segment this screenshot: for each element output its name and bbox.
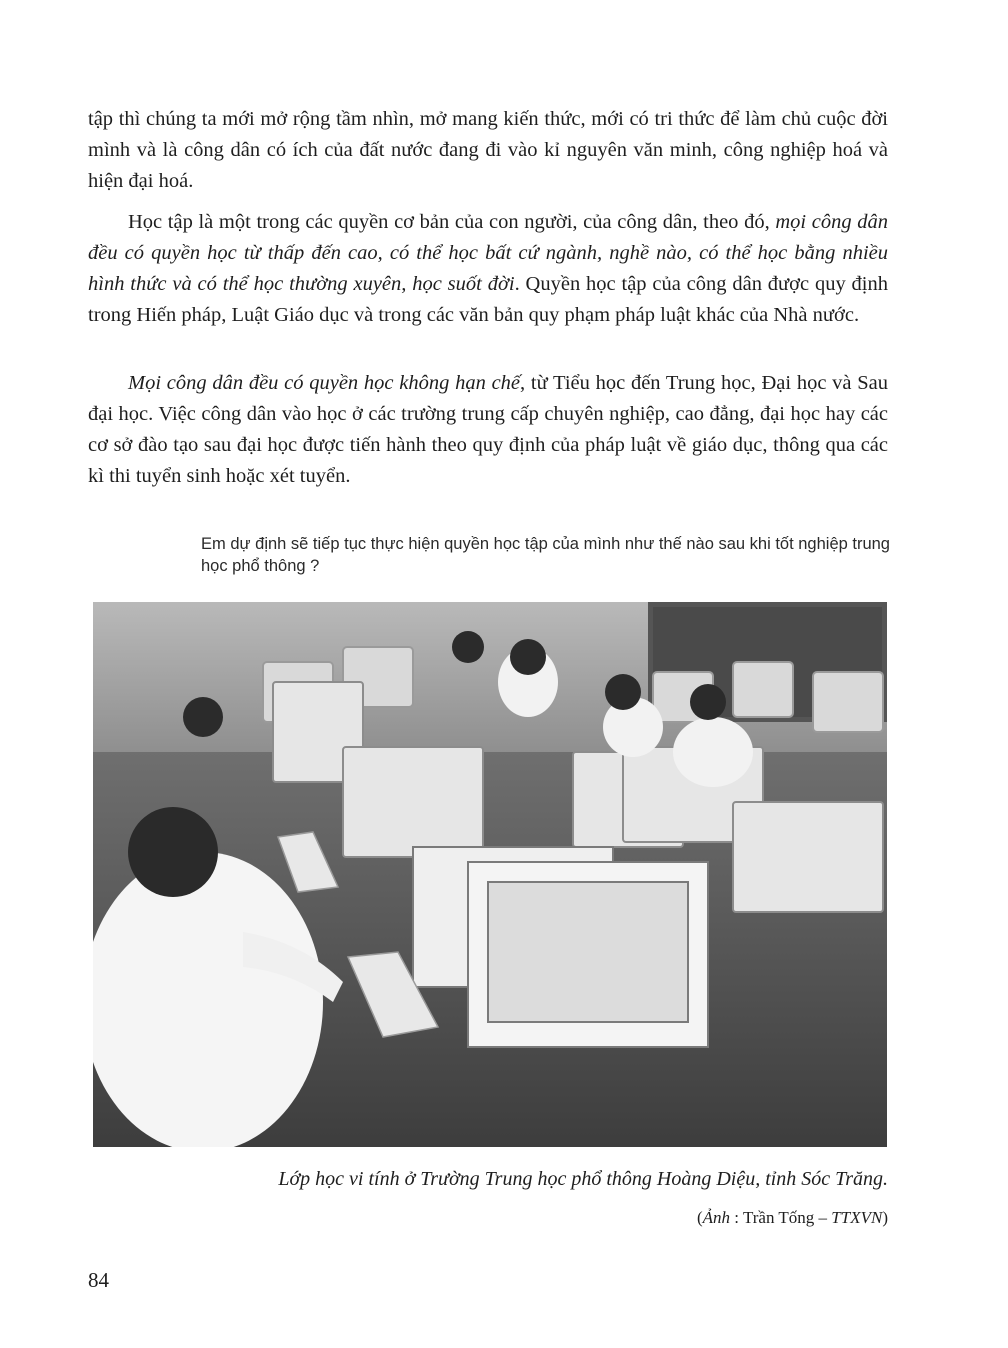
paragraph-2-end: . Quyền học tập của công dân được quy định trong Hiến pháp, Luật Giáo dục và trong các văn bản quy phạm pháp luật khác của Nhà nước. — [88, 273, 888, 326]
credit-open: ( — [696, 1208, 703, 1227]
paragraph-3 — [88, 368, 888, 492]
photo-credit — [88, 1206, 888, 1230]
discussion-question: Em dự định sẽ tiếp tục thực hiện quyền học tập của mình như thế nào sau khi tốt nghiệp trung học phổ thông ? — [201, 535, 890, 575]
credit-label: Ảnh — [702, 1208, 731, 1227]
classroom-photo — [93, 602, 887, 1147]
paragraph-3-end: , từ Tiểu học đến Trung học, Đại học và Sau đại học. Việc công dân vào học ở các trường trung cấp chuyên nghiệp, cao đẳng, đại học hay các cơ sở đào tạo sau đại học được tiến hành theo quy định của pháp luật về giáo dục, thông qua các kì thi tuyển sinh hoặc xét tuyển. — [88, 372, 888, 487]
paragraph-1-text: tập thì chúng ta mới mở rộng tầm nhìn, mở mang kiến thức, mới có tri thức để làm chủ cuộc đời mình và là công dân có ích của đất nước đang đi vào kỉ nguyên văn minh, công nghiệp hoá và hiện đại hoá. — [88, 108, 888, 192]
paragraph-2-start: Học tập là một trong các quyền cơ bản của con người, của công dân, theo đó, — [128, 211, 776, 233]
photo-caption: Lớp học vi tính ở Trường Trung học phổ thông Hoàng Diệu, tỉnh Sóc Trăng. — [278, 1168, 888, 1190]
paragraph-3-emphasis: Mọi công dân đều có quyền học không hạn chế — [128, 372, 521, 394]
computer-lab-illustration — [93, 602, 887, 1147]
credit-author: : Trần Tống – — [730, 1208, 832, 1227]
credit-agency: TTXVN — [831, 1208, 883, 1227]
page-number: 84 — [88, 1268, 109, 1292]
paragraph-1 — [88, 104, 888, 197]
paragraph-2 — [88, 207, 888, 331]
credit-close: ) — [882, 1208, 888, 1227]
paragraph-2-emphasis: mọi công dân đều có quyền học từ thấp đến cao, có thể học bất cứ ngành, nghề nào, có thể học bằng nhiều hình thức và có thể học thường xuyên, học suốt đời — [88, 211, 888, 295]
